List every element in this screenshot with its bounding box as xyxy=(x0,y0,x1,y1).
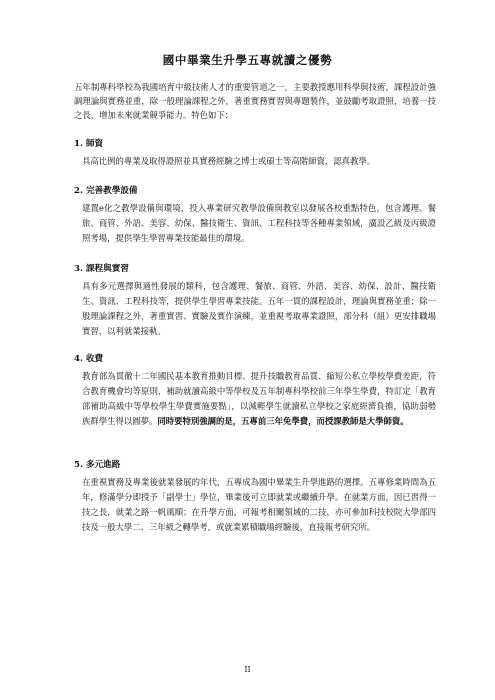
section-curriculum xyxy=(74,262,436,339)
section-faculty xyxy=(74,137,436,169)
section-heading: 3. 課程與實習 xyxy=(74,264,129,274)
page-number: II xyxy=(244,665,251,674)
section-equipment xyxy=(74,184,436,246)
section-text: 在重視實務及專業後就業發展的年代，五專成為國中畢業生升學進路的選擇。五專修業時間為五年，修滿學分即授予「副學士」學位，畢業後可立即就業或繼續升學。在就業方面，因已習得一技之長，就業之路一帆風順；在升學方面，可報考相關領域的二技，亦可參加科技校院大學部四技及一般大學二、三年級之轉學考，或就業累積職場經驗後，直接報考研究所。 xyxy=(82,477,436,532)
page-title: 國中畢業生升學五專就讀之優勢 xyxy=(162,53,333,67)
section-text xyxy=(82,369,436,429)
intro-paragraph: 五年制專科學校為我國培育中級技術人才的重要管道之一，主要教授應用科學與技術，課程設計強調理論與實務並重，除一般理論課程之外，著重實務實習與專題製作，並鼓勵考取證照，培養一技之長，增加未來就業競爭能力。特色如下： xyxy=(74,82,436,120)
section-pathways xyxy=(74,458,436,535)
tuition-emphasis: 同時要特別強調的是，五專前三年免學費，而授課教師是大學師資。 xyxy=(157,416,409,426)
section-heading: 4. 收費 xyxy=(74,354,104,364)
section-tuition xyxy=(74,352,436,429)
section-heading: 2. 完善教學設備 xyxy=(74,186,138,196)
section-text: 具有多元選擇與適性發展的類科，包含護理、餐旅、商管、外語、美容、幼保、設計、醫技衛生、資訊、工程科技等，提供學生學習專業技能。五年一貫的課程設計，理論與實務並重；除一般理論課程之外，著重實習、實驗及實作演練，並重視考取專業證照，部分科（組）更安排職場實習，以利就業接軌。 xyxy=(82,281,436,336)
section-text: 建置e化之教學設備與環境，投入專業研究教學設備與教室以發展各校重點特色，包含護理、餐旅、商管、外語、美容、幼保、醫技衛生、資訊、工程科技等各種專業領域，廣設乙級及丙級證照考場，提供學生學習專業技能最佳的環境。 xyxy=(82,203,436,243)
section-text: 具高比例的專業及取得證照並具實務經驗之博士或碩士等高階師資，認真教學。 xyxy=(82,156,376,166)
tuition-text: 教育部為貫徹十二年國民基本教育推動目標、提升技職教育品質、縮短公私立學校學費差距，符合教育機會均等原則，補助就讀高級中等學校及五年制專科學校前三年學生學費，特訂定「教育部補助高級中等學校學生學費實施要點」，以減輕學生就讀私立學校之家庭經濟負擔，協助弱勢族群學生得以圓夢。 xyxy=(82,371,436,426)
section-heading: 1. 師資 xyxy=(74,139,104,149)
section-heading: 5. 多元進路 xyxy=(74,460,121,470)
